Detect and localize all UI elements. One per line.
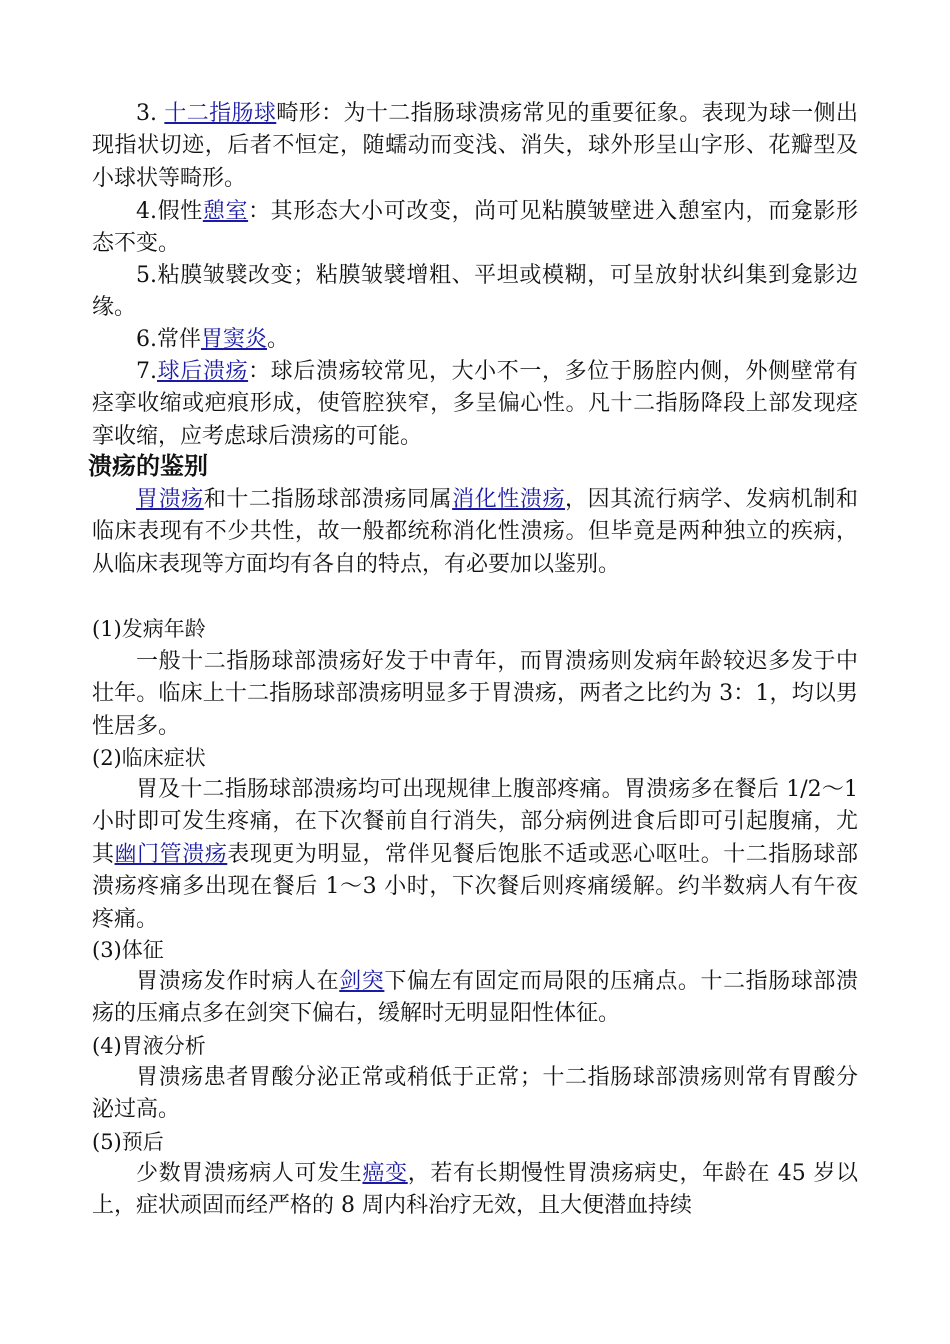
onset-age-paragraph: 一般十二指肠球部溃疡好发于中青年，而胃溃疡则发病年龄较迟多发于中壮年。临床上十二指肠球部溃疡明显多于胃溃疡，两者之比约为 3：1，均以男性居多。 (92, 649, 858, 739)
item-6-prefix: 6.常伴 (136, 327, 201, 352)
symptoms-paragraph (92, 774, 858, 936)
prognosis-text-a: 少数胃溃疡病人可发生 (136, 1161, 363, 1186)
prognosis-paragraph (92, 1158, 858, 1223)
intro-text: ，因其流行病学、发病机制和临床表现有不少共性，故一般都统称消化性溃疡。但毕竟是两种独立的疾病，从临床表现等方面均有各自的特点，有必要加以鉴别。 (92, 487, 858, 577)
symptoms-text-a: 胃及十二指肠球部溃疡均可出现规律上腹部疼痛。胃溃疡多在餐后 1/2～1 小时即可发生疼痛，在下次餐前自行消失，部分病例进食后即可引起腹痛，尤其 (92, 777, 858, 867)
gastric-juice-paragraph: 胃溃疡患者胃酸分泌正常或稍低于正常；十二指肠球部溃疡则常有胃酸分泌过高。 (92, 1065, 858, 1123)
item-3-paragraph (92, 98, 858, 195)
item-4-paragraph (92, 196, 858, 261)
prognosis-text-b: ，若有长期慢性胃溃疡病史，年龄在 45 岁以上，症状顽固而经严格的 8 周内科治疗无效，且大便潜血持续 (92, 1161, 858, 1219)
subheading-gastric-juice: (4)胃液分析 (92, 1034, 206, 1058)
item-7-prefix: 7. (136, 359, 157, 384)
link-duodenal-bulb[interactable]: 十二指肠球 (164, 101, 277, 126)
link-peptic-ulcer[interactable]: 消化性溃疡 (452, 487, 566, 512)
item-3-text: 畸形：为十二指肠球溃疡常见的重要征象。表现为球一侧出现指状切迹，后者不恒定，随蠕动而变浅、消失，球外形呈山字形、花瓣型及小球状等畸形。 (92, 101, 858, 191)
subheading-onset-age: (1)发病年龄 (92, 617, 206, 641)
signs-text-b: 下偏左有固定而局限的压痛点。十二指肠球部溃疡的压痛点多在剑突下偏右，缓解时无明显阳性体征。 (92, 969, 858, 1027)
item-6-paragraph (92, 324, 858, 356)
item-7-paragraph (92, 356, 858, 453)
item-5-paragraph: 5.粘膜皱襞改变；粘膜皱襞增粗、平坦或模糊，可呈放射状纠集到龛影边缘。 (92, 263, 858, 321)
item-6-text: 。 (267, 327, 290, 352)
subheading-symptoms: (2)临床症状 (92, 746, 206, 770)
signs-paragraph (92, 966, 858, 1031)
link-xiphoid[interactable]: 剑突 (339, 969, 385, 994)
section-heading: 溃疡的鉴别 (88, 452, 208, 480)
item-3-number: 3. (136, 101, 165, 126)
link-antritis[interactable]: 胃窦炎 (201, 327, 268, 352)
symptoms-text-b: 表现更为明显，常伴见餐后饱胀不适或恶心呕吐。十二指肠球部溃疡疼痛多出现在餐后 1～3 小时，下次餐后则疼痛缓解。约半数病人有午夜疼痛。 (92, 841, 858, 932)
link-gastric-ulcer[interactable]: 胃溃疡 (136, 487, 204, 512)
subheading-signs: (3)体征 (92, 938, 164, 962)
signs-text-a: 胃溃疡发作时病人在 (136, 969, 340, 994)
link-pyloric-ulcer[interactable]: 幽门管溃疡 (114, 841, 228, 867)
intro-mid-text: 和十二指肠球部溃疡同属 (203, 487, 453, 512)
link-postbulbar-ulcer[interactable]: 球后溃疡 (157, 359, 249, 384)
intro-paragraph (92, 484, 858, 581)
link-diverticulum[interactable]: 憩室 (202, 199, 249, 224)
item-7-text: ：球后溃疡较常见，大小不一，多位于肠腔内侧，外侧壁常有痉挛收缩或疤痕形成，使管腔狭窄，多呈偏心性。凡十二指肠降段上部发现痉挛收缩，应考虑球后溃疡的可能。 (92, 359, 858, 449)
subheading-prognosis: (5)预后 (92, 1130, 164, 1154)
item-4-text: ：其形态大小可改变，尚可见粘膜皱壁进入憩室内，而龛影形态不变。 (92, 199, 858, 257)
link-canceration[interactable]: 癌变 (362, 1161, 408, 1186)
item-4-prefix: 4.假性 (136, 199, 203, 224)
